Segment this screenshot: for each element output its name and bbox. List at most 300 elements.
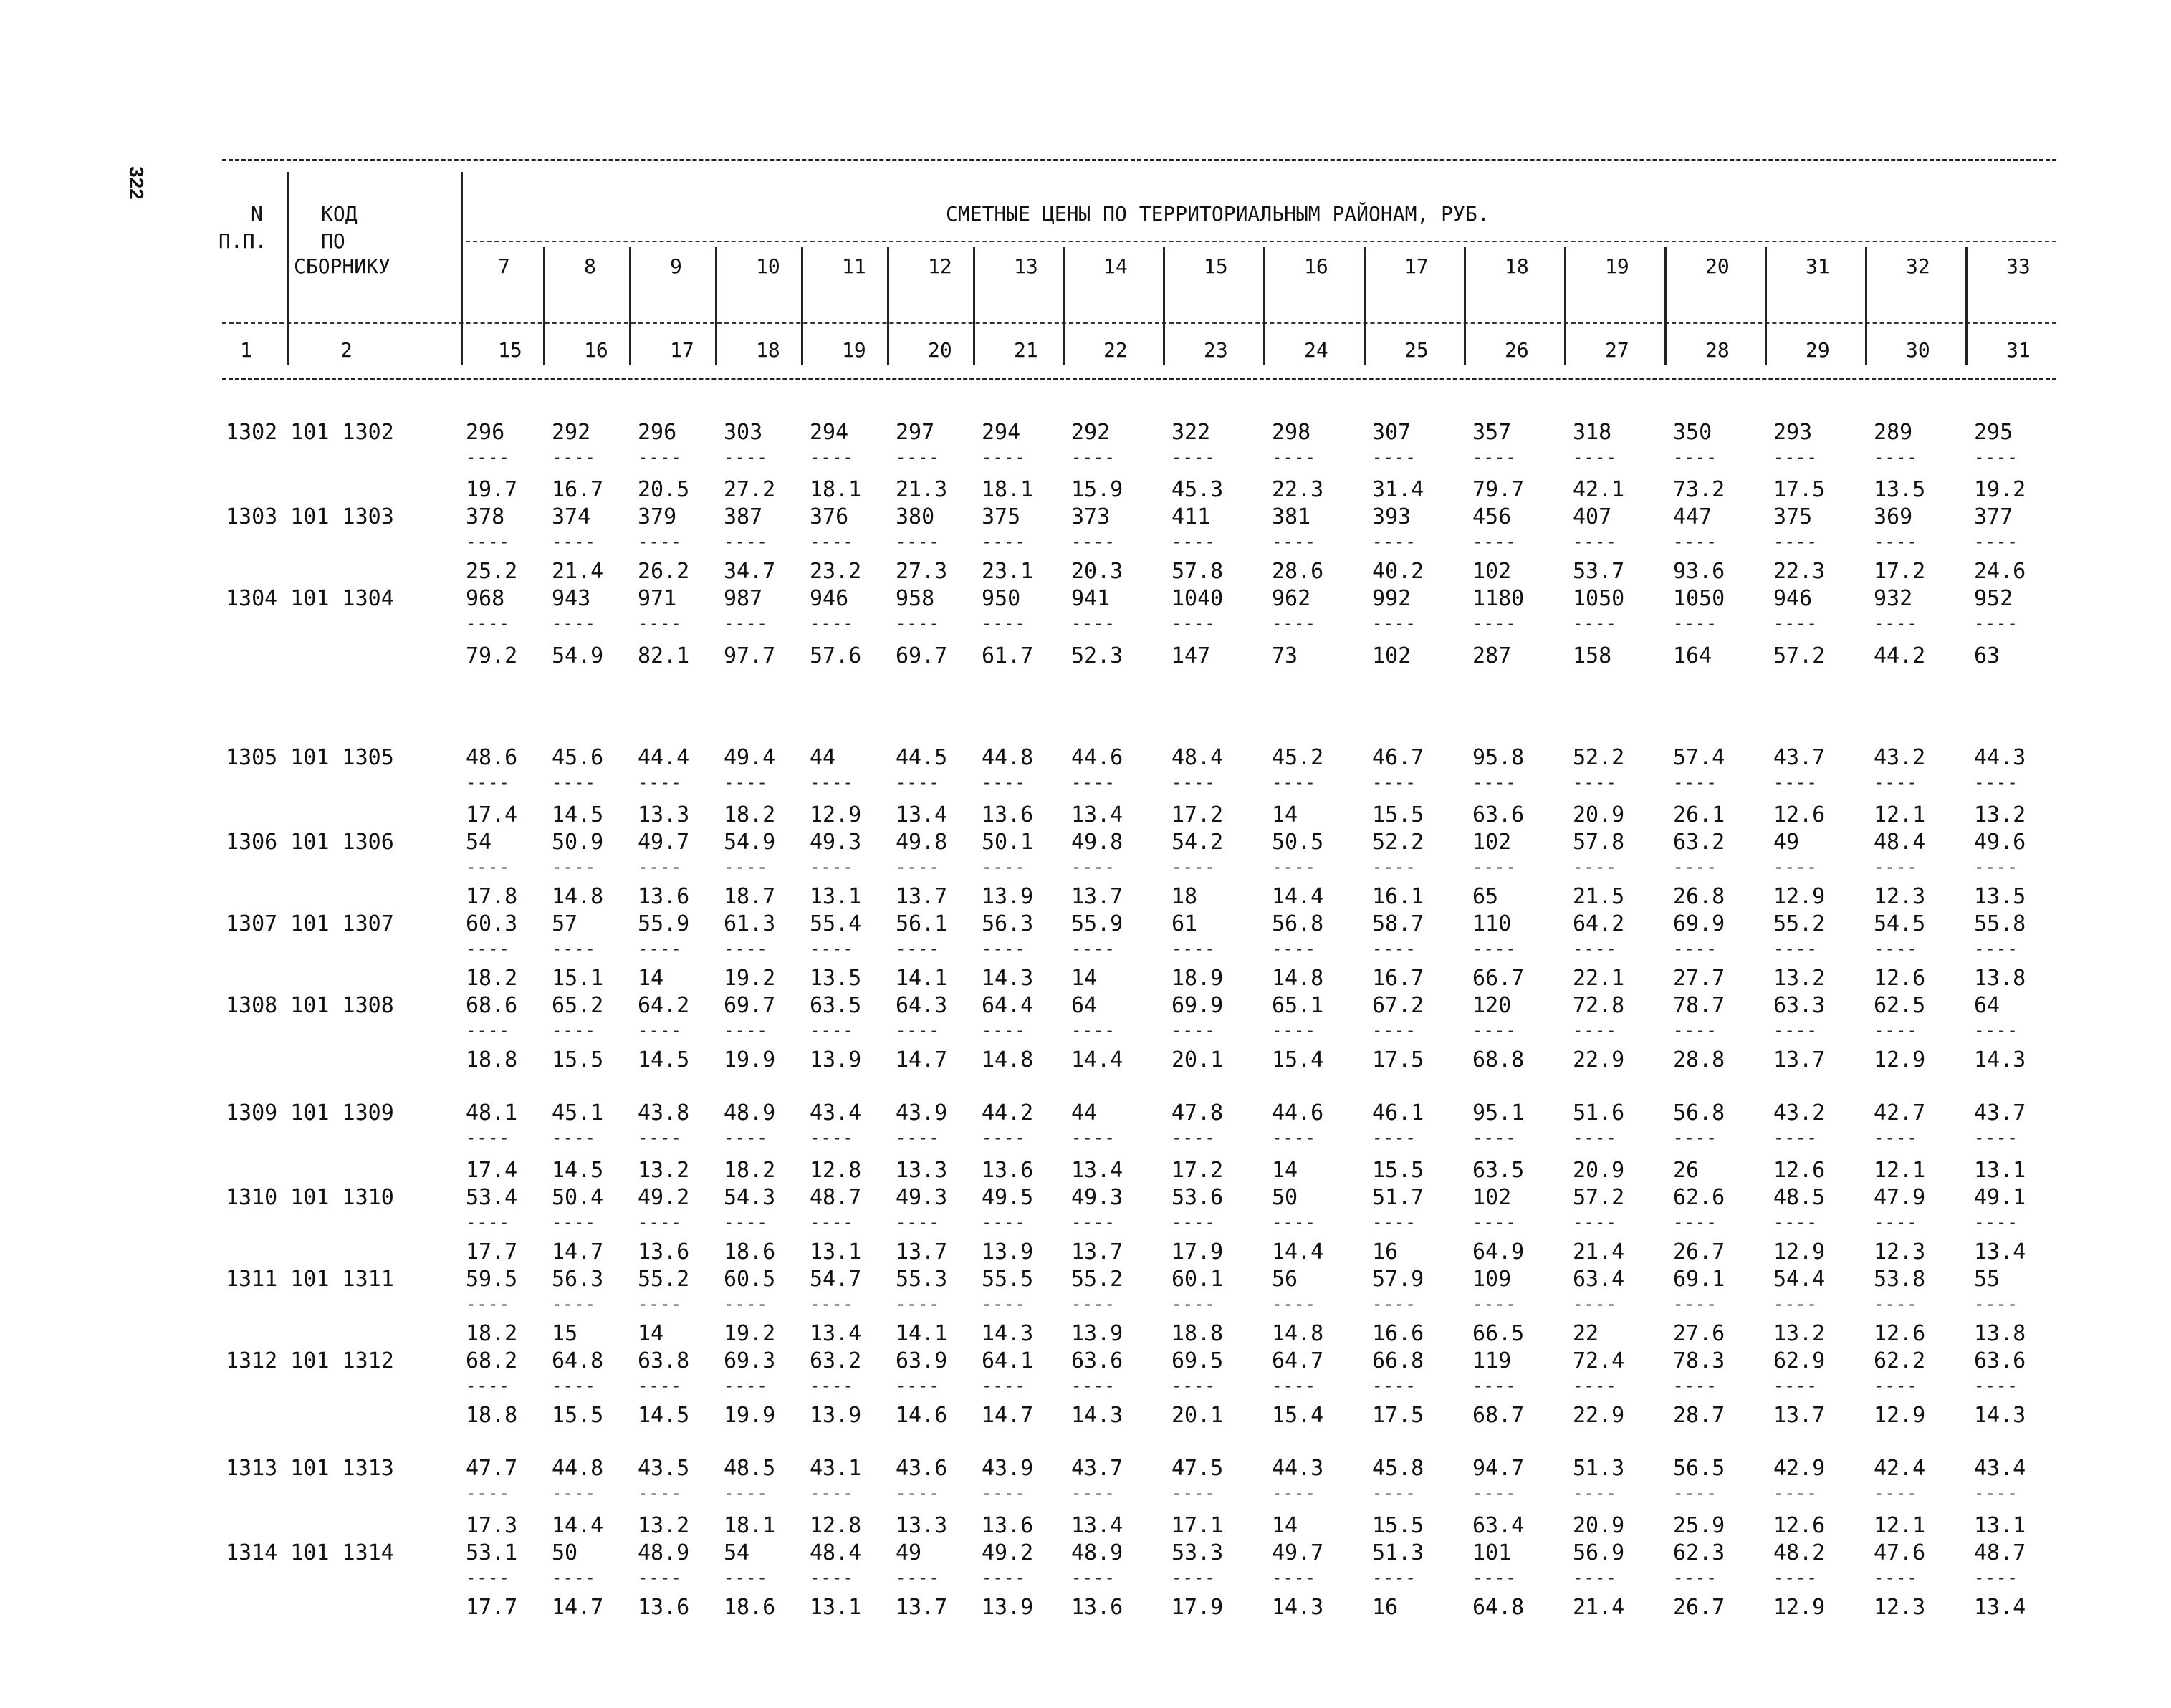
table-cell: 13.6 [982,1513,1034,1538]
table-cell: 26.7 [1673,1595,1725,1620]
table-cell: 13.6 [982,1158,1034,1183]
table-cell: 94.7 [1472,1456,1525,1481]
fraction-bar: ---- [1071,1483,1116,1503]
fraction-bar: ---- [1573,857,1617,877]
table-cell: 289 [1874,420,1913,445]
table-cell: 375 [1773,504,1813,529]
fraction-bar: ---- [1773,1212,1818,1232]
fraction-bar: ---- [896,1483,940,1503]
table-cell: 48.2 [1773,1540,1826,1565]
table-cell: 13.4 [1071,802,1123,827]
table-cell: 22 [1573,1321,1599,1346]
table-cell: 51.3 [1573,1456,1625,1481]
fraction-bar: ---- [810,939,854,959]
table-cell: 63.5 [1472,1158,1525,1183]
fraction-bar: ---- [1472,1212,1517,1232]
fraction-bar: ---- [552,447,596,467]
table-cell: 22.3 [1773,559,1826,584]
table-cell: 14.3 [1272,1595,1324,1620]
fraction-bar: ---- [638,1568,682,1588]
fraction-bar: ---- [1974,857,2018,877]
fraction-bar: ---- [810,532,854,552]
table-cell: 55.9 [638,911,690,936]
table-cell: 44 [1071,1100,1098,1126]
table-cell: 49.3 [1071,1185,1123,1210]
table-cell: 109 [1472,1267,1512,1292]
table-cell: 16.1 [1372,884,1424,909]
table-cell: 14 [1071,966,1098,991]
fraction-bar: ---- [810,1294,854,1314]
table-cell: 12.9 [1773,1595,1826,1620]
table-cell: 13.5 [810,966,862,991]
fraction-bar: ---- [1472,857,1517,877]
table-cell: 63.5 [810,993,862,1018]
table-cell: 13.5 [1874,477,1926,502]
fraction-bar: ---- [1272,857,1316,877]
table-cell: 15.5 [1372,802,1424,827]
table-cell: 27.7 [1673,966,1725,991]
table-cell: 13.9 [810,1403,862,1428]
table-cell: 54.9 [724,830,776,855]
table-cell: 13.4 [1071,1158,1123,1183]
table-cell: 147 [1171,643,1211,668]
table-cell: 43.2 [1773,1100,1826,1126]
fraction-bar: ---- [1272,447,1316,467]
table-cell: 393 [1372,504,1412,529]
table-cell: 68.8 [1472,1047,1525,1073]
table-cell: 47.9 [1874,1185,1926,1210]
table-cell: 63.2 [810,1348,862,1373]
table-cell: 14.5 [638,1403,690,1428]
table-cell: 54.5 [1874,911,1926,936]
table-cell: 63.4 [1472,1513,1525,1538]
fraction-bar: ---- [1171,613,1216,633]
table-cell: 407 [1573,504,1612,529]
table-cell: 16.7 [1372,966,1424,991]
table-cell: 44.4 [638,745,690,770]
table-cell: 20.1 [1171,1047,1224,1073]
fraction-bar: ---- [724,1128,768,1148]
table-cell: 19.2 [724,966,776,991]
fraction-bar: ---- [1573,613,1617,633]
table-cell: 307 [1372,420,1412,445]
table-cell: 17.4 [466,1158,518,1183]
fraction-bar: ---- [638,1483,682,1503]
table-cell: 69.7 [896,643,948,668]
table-cell: 52.2 [1573,745,1625,770]
fraction-bar: ---- [466,772,510,792]
table-cell: 68.7 [1472,1403,1525,1428]
fraction-bar: ---- [810,1376,854,1396]
table-cell: 28.8 [1673,1047,1725,1073]
table-cell: 54.3 [724,1185,776,1210]
table-cell: 48.1 [466,1100,518,1126]
fraction-bar: ---- [1974,1483,2018,1503]
fraction-bar: ---- [466,1020,510,1040]
table-cell: 48.5 [1773,1185,1826,1210]
table-cell: 47.5 [1171,1456,1224,1481]
fraction-bar: ---- [896,447,940,467]
table-cell: 13.9 [982,1595,1034,1620]
fraction-bar: ---- [1071,613,1116,633]
table-cell: 18.9 [1171,966,1224,991]
index-cell: 28 [1705,338,1730,362]
table-cell: 55.2 [638,1267,690,1292]
table-cell: 14.4 [1071,1047,1123,1073]
table-cell: 13.2 [1974,802,2026,827]
column-separator [1965,247,1968,365]
region-header: 11 [842,254,866,278]
table-cell: 12.6 [1773,802,1826,827]
table-cell: 17.7 [466,1239,518,1265]
table-cell: 53.3 [1171,1540,1224,1565]
fraction-bar: ---- [1272,939,1316,959]
table-cell: 43.7 [1974,1100,2026,1126]
table-cell: 17.5 [1372,1047,1424,1073]
table-cell: 64 [1974,993,2000,1018]
fraction-bar: ---- [724,939,768,959]
table-cell: 13.7 [1071,884,1123,909]
fraction-bar: ---- [1071,1212,1116,1232]
table-cell: 55.2 [1773,911,1826,936]
table-cell: 20.1 [1171,1403,1224,1428]
table-cell: 14 [1272,802,1298,827]
table-cell: 102 [1372,643,1412,668]
table-cell: 12.8 [810,1513,862,1538]
fraction-bar: ---- [1874,447,1918,467]
table-cell: 18 [1171,884,1198,909]
table-cell: 50 [1272,1185,1298,1210]
fraction-bar: ---- [638,1294,682,1314]
table-cell: 19.2 [1974,477,2026,502]
table-cell: 45.2 [1272,745,1324,770]
table-cell: 55.8 [1974,911,2026,936]
fraction-bar: ---- [724,1376,768,1396]
index-cell: 23 [1204,338,1228,362]
fraction-bar: ---- [1673,613,1717,633]
table-cell: 14.3 [982,966,1034,991]
table-cell: 12.9 [1773,1239,1826,1265]
table-cell: 31.4 [1372,477,1424,502]
table-cell: 79.2 [466,643,518,668]
table-cell: 43.6 [896,1456,948,1481]
row-code: 1303 101 1303 [226,504,394,529]
fraction-bar: ---- [1773,1483,1818,1503]
fraction-bar: ---- [724,1020,768,1040]
fraction-bar: ---- [1874,532,1918,552]
fraction-bar: ---- [552,613,596,633]
fraction-bar: ---- [638,532,682,552]
table-cell: 373 [1071,504,1111,529]
table-cell: 42.7 [1874,1100,1926,1126]
fraction-bar: ---- [1874,772,1918,792]
table-cell: 63 [1974,643,2000,668]
fraction-bar: ---- [552,1483,596,1503]
table-cell: 45.8 [1372,1456,1424,1481]
fraction-bar: ---- [982,1128,1026,1148]
table-cell: 58.7 [1372,911,1424,936]
table-cell: 21.5 [1573,884,1625,909]
table-cell: 69.1 [1673,1267,1725,1292]
region-header: 8 [584,254,596,278]
table-cell: 13.6 [638,1595,690,1620]
fraction-bar: ---- [724,1483,768,1503]
table-cell: 25.2 [466,559,518,584]
table-cell: 15 [552,1321,578,1346]
header-title: СМЕТНЫЕ ЦЕНЫ ПО ТЕРРИТОРИАЛЬНЫМ РАЙОНАМ, РУБ. [946,202,1490,226]
table-cell: 18.8 [1171,1321,1224,1346]
table-cell: 45.1 [552,1100,604,1126]
table-cell: 57.2 [1773,643,1826,668]
row-code: 1308 101 1308 [226,993,394,1018]
row-code: 1304 101 1304 [226,586,394,611]
table-cell: 12.1 [1874,1158,1926,1183]
fraction-bar: ---- [1372,1212,1417,1232]
fraction-bar: ---- [724,1294,768,1314]
fraction-bar: ---- [1472,1376,1517,1396]
region-header: 32 [1906,254,1930,278]
table-cell: 19.7 [466,477,518,502]
fraction-bar: ---- [1372,1128,1417,1148]
table-cell: 350 [1673,420,1712,445]
table-cell: 14.1 [896,966,948,991]
column-separator [1063,247,1065,365]
table-cell: 968 [466,586,505,611]
fraction-bar: ---- [638,1020,682,1040]
table-cell: 13.7 [896,1239,948,1265]
fraction-bar: ---- [1673,447,1717,467]
table-cell: 296 [466,420,505,445]
table-cell: 1180 [1472,586,1525,611]
table-cell: 53.8 [1874,1267,1926,1292]
table-cell: 62.3 [1673,1540,1725,1565]
table-cell: 50.9 [552,830,604,855]
table-cell: 16 [1372,1239,1399,1265]
fraction-bar: ---- [1974,1568,2018,1588]
fraction-bar: ---- [1573,939,1617,959]
fraction-bar: ---- [1773,447,1818,467]
fraction-bar: ---- [1472,447,1517,467]
table-cell: 13.4 [810,1321,862,1346]
table-cell: 946 [810,586,849,611]
table-cell: 1050 [1673,586,1725,611]
table-cell: 378 [466,504,505,529]
column-separator [887,247,889,365]
table-cell: 15.5 [1372,1158,1424,1183]
table-cell: 42.4 [1874,1456,1926,1481]
table-cell: 14.3 [1974,1403,2026,1428]
row-code: 1311 101 1311 [226,1267,394,1292]
table-cell: 13.9 [982,1239,1034,1265]
table-cell: 12.6 [1773,1158,1826,1183]
table-cell: 12.6 [1874,1321,1926,1346]
region-header: 14 [1103,254,1128,278]
table-cell: 49.2 [638,1185,690,1210]
table-cell: 51.6 [1573,1100,1625,1126]
table-cell: 69.9 [1673,911,1725,936]
table-cell: 48.4 [810,1540,862,1565]
table-cell: 66.8 [1372,1348,1424,1373]
table-cell: 49.1 [1974,1185,2026,1210]
table-cell: 64 [1071,993,1098,1018]
table-cell: 63.6 [1071,1348,1123,1373]
column-separator [715,247,717,365]
table-cell: 17.7 [466,1595,518,1620]
table-cell: 48.9 [724,1100,776,1126]
fraction-bar: ---- [1673,1128,1717,1148]
index-cell: 31 [2006,338,2031,362]
header-pp: П.П. [219,229,267,253]
table-cell: 13.4 [1974,1595,2026,1620]
fraction-bar: ---- [1974,1376,2018,1396]
fraction-bar: ---- [466,613,510,633]
table-cell: 66.7 [1472,966,1525,991]
table-cell: 55.5 [982,1267,1034,1292]
column-separator [1664,247,1667,365]
table-cell: 49.8 [1071,830,1123,855]
table-cell: 56.8 [1272,911,1324,936]
table-cell: 44.2 [982,1100,1034,1126]
table-cell: 18.1 [724,1513,776,1538]
index-cell: 17 [670,338,694,362]
table-cell: 15.5 [1372,1513,1424,1538]
fraction-bar: ---- [1874,1376,1918,1396]
table-cell: 318 [1573,420,1612,445]
table-cell: 56.9 [1573,1540,1625,1565]
table-cell: 50.4 [552,1185,604,1210]
fraction-bar: ---- [552,1376,596,1396]
table-cell: 50.5 [1272,830,1324,855]
fraction-bar: ---- [466,857,510,877]
fraction-bar: ---- [1974,613,2018,633]
fraction-bar: ---- [1573,1483,1617,1503]
fraction-bar: ---- [1673,1020,1717,1040]
table-cell: 12.1 [1874,1513,1926,1538]
table-cell: 26.2 [638,559,690,584]
table-cell: 120 [1472,993,1512,1018]
table-cell: 19.9 [724,1047,776,1073]
fraction-bar: ---- [466,1376,510,1396]
fraction-bar: ---- [982,772,1026,792]
table-cell: 374 [552,504,591,529]
table-cell: 14.8 [552,884,604,909]
table-cell: 49.4 [724,745,776,770]
table-cell: 950 [982,586,1021,611]
index-cell: 19 [842,338,866,362]
table-cell: 78.7 [1673,993,1725,1018]
table-cell: 52.2 [1372,830,1424,855]
table-cell: 13.2 [638,1158,690,1183]
table-cell: 64.9 [1472,1239,1525,1265]
table-cell: 13.2 [638,1513,690,1538]
table-cell: 295 [1974,420,2013,445]
index-cell: 26 [1505,338,1529,362]
fraction-bar: ---- [810,613,854,633]
table-cell: 18.2 [724,802,776,827]
table-cell: 12.9 [1874,1047,1926,1073]
fraction-bar: ---- [896,1294,940,1314]
header-top-rule [222,159,2056,161]
fraction-bar: ---- [552,1568,596,1588]
fraction-bar: ---- [1071,1294,1116,1314]
index-cell: 16 [584,338,608,362]
fraction-bar: ---- [724,532,768,552]
fraction-bar: ---- [466,1483,510,1503]
table-cell: 51.7 [1372,1185,1424,1210]
table-cell: 44.3 [1974,745,2026,770]
fraction-bar: ---- [896,772,940,792]
table-cell: 66.5 [1472,1321,1525,1346]
table-cell: 18.6 [724,1239,776,1265]
table-cell: 53.7 [1573,559,1625,584]
table-cell: 17.2 [1171,1158,1224,1183]
fraction-bar: ---- [466,1128,510,1148]
table-cell: 34.7 [724,559,776,584]
fraction-bar: ---- [1171,1483,1216,1503]
fraction-bar: ---- [1472,1294,1517,1314]
table-cell: 44.3 [1272,1456,1324,1481]
fraction-bar: ---- [1372,772,1417,792]
fraction-bar: ---- [638,1128,682,1148]
table-cell: 16 [1372,1595,1399,1620]
table-cell: 44.2 [1874,643,1926,668]
table-cell: 27.2 [724,477,776,502]
table-cell: 51.3 [1372,1540,1424,1565]
table-cell: 53.6 [1171,1185,1224,1210]
fraction-bar: ---- [810,1128,854,1148]
fraction-bar: ---- [1874,1568,1918,1588]
row-code: 1310 101 1310 [226,1185,394,1210]
fraction-bar: ---- [1773,1568,1818,1588]
column-separator [1263,247,1265,365]
header-code-po: ПО [321,229,345,253]
fraction-bar: ---- [1773,532,1818,552]
fraction-bar: ---- [1673,532,1717,552]
table-cell: 43.5 [638,1456,690,1481]
table-cell: 16.7 [552,477,604,502]
index-cell: 15 [498,338,522,362]
table-cell: 17.9 [1171,1595,1224,1620]
table-cell: 55.9 [1071,911,1123,936]
fraction-bar: ---- [1272,1294,1316,1314]
table-cell: 14.8 [1272,966,1324,991]
table-cell: 13.5 [1974,884,2026,909]
fraction-bar: ---- [1673,1483,1717,1503]
table-cell: 26.1 [1673,802,1725,827]
index-cell: 27 [1605,338,1629,362]
table-cell: 15.1 [552,966,604,991]
fraction-bar: ---- [1071,939,1116,959]
table-cell: 18.7 [724,884,776,909]
fraction-bar: ---- [1171,1128,1216,1148]
table-cell: 69.9 [1171,993,1224,1018]
table-cell: 72.4 [1573,1348,1625,1373]
fraction-bar: ---- [552,857,596,877]
table-cell: 52.3 [1071,643,1123,668]
table-cell: 14 [638,966,664,991]
table-cell: 376 [810,504,849,529]
table-cell: 943 [552,586,591,611]
fraction-bar: ---- [1272,1483,1316,1503]
fraction-bar: ---- [552,772,596,792]
table-cell: 56.1 [896,911,948,936]
table-cell: 14.7 [982,1403,1034,1428]
index-divider [222,322,2056,324]
table-cell: 18.1 [982,477,1034,502]
table-cell: 64.3 [896,993,948,1018]
table-cell: 357 [1472,420,1512,445]
fraction-bar: ---- [1071,1128,1116,1148]
